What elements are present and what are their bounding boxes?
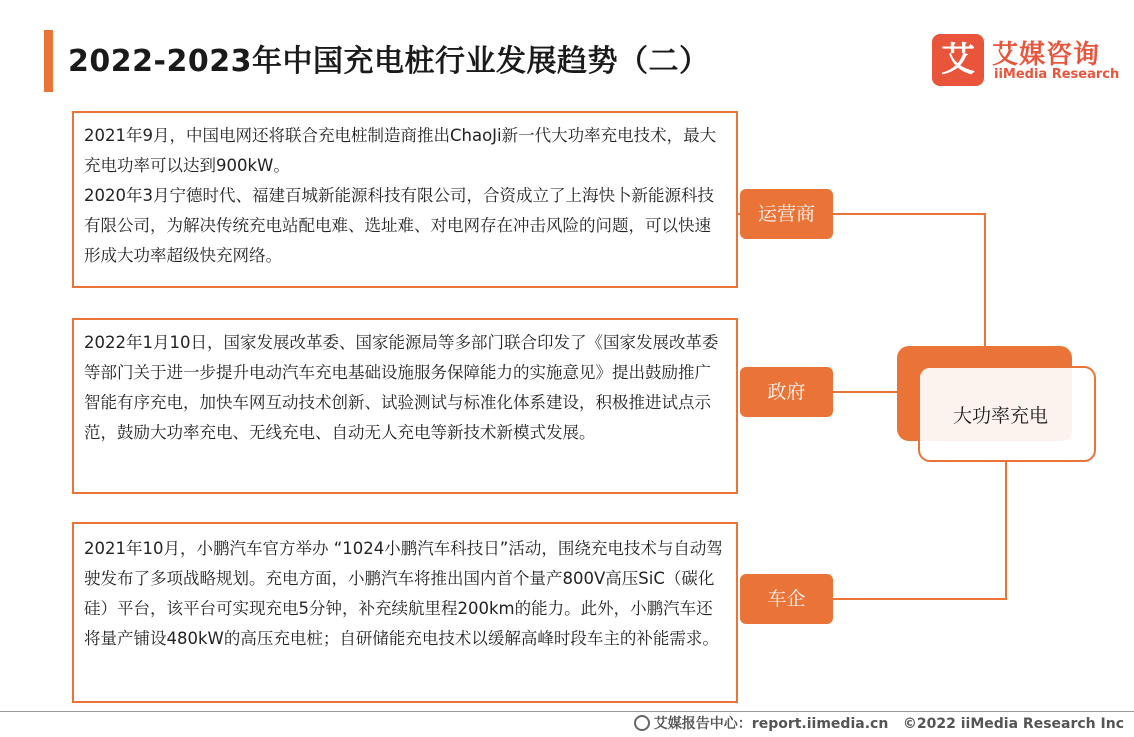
footer-divider xyxy=(0,711,1134,712)
operator-paragraph-1: 2021年9月，中国电网还将联合充电桩制造商推出ChaoJi新一代大功率充电技术，最大充电功率可以达到900kW。 xyxy=(84,126,717,175)
globe-icon xyxy=(634,715,650,731)
automaker-text-box xyxy=(72,522,738,703)
page-title: 2022-2023年中国充电桩行业发展趋势（二） xyxy=(68,44,710,79)
center-node-label: 大功率充电 xyxy=(953,405,1049,427)
footer-copyright: ©2022 iiMedia Research Inc xyxy=(902,716,1124,732)
automaker-paragraph-1: 2021年10月，小鹏汽车官方举办 “1024小鹏汽车科技日”活动，围绕充电技术与自动驾驶发布了多项战略规划。充电方面，小鹏汽车将推出国内首个量产800V高压SiC（碳化硅）平台，该平台可实现充电5分钟，补充续航里程200km的能力。此外，小鹏汽车还将量产铺设480kW的高压充电桩；自研储能充电技术以缓解高峰时段车主的补能需求。 xyxy=(84,539,723,648)
operator-text-box xyxy=(72,111,738,288)
logo-mark-icon: 艾 xyxy=(932,34,984,86)
connector-tag3-center xyxy=(833,462,1006,599)
tag-operator: 运营商 xyxy=(740,189,833,239)
government-text-box xyxy=(72,318,738,494)
tag-automaker: 车企 xyxy=(740,574,833,624)
footer xyxy=(634,713,1124,733)
logo-name-en: iiMedia Research xyxy=(994,67,1120,82)
government-paragraph-1: 2022年1月10日，国家发展改革委、国家能源局等多部门联合印发了《国家发展改革委等部门关于进一步提升电动汽车充电基础设施服务保障能力的实施意见》提出鼓励推广智能有序充电，加快车网互动技术创新、试验测试与标准化体系建设，积极推进试点示范，鼓励大功率充电、无线充电、自动无人充电等新技术新模式发展。 xyxy=(84,333,719,442)
logo-name-cn: 艾媒咨询 xyxy=(992,40,1101,70)
tag-government: 政府 xyxy=(740,367,833,417)
footer-source: 艾媒报告中心：report.iimedia.cn xyxy=(653,716,889,732)
connector-tag1-center xyxy=(833,214,985,346)
operator-paragraph-2: 2020年3月宁德时代、福建百城新能源科技有限公司，合资成立了上海快卜新能源科技有限公司，为解决传统充电站配电难、选址难、对电网存在冲击风险的问题，可以快速形成大功率超级快充网络。 xyxy=(84,186,714,265)
